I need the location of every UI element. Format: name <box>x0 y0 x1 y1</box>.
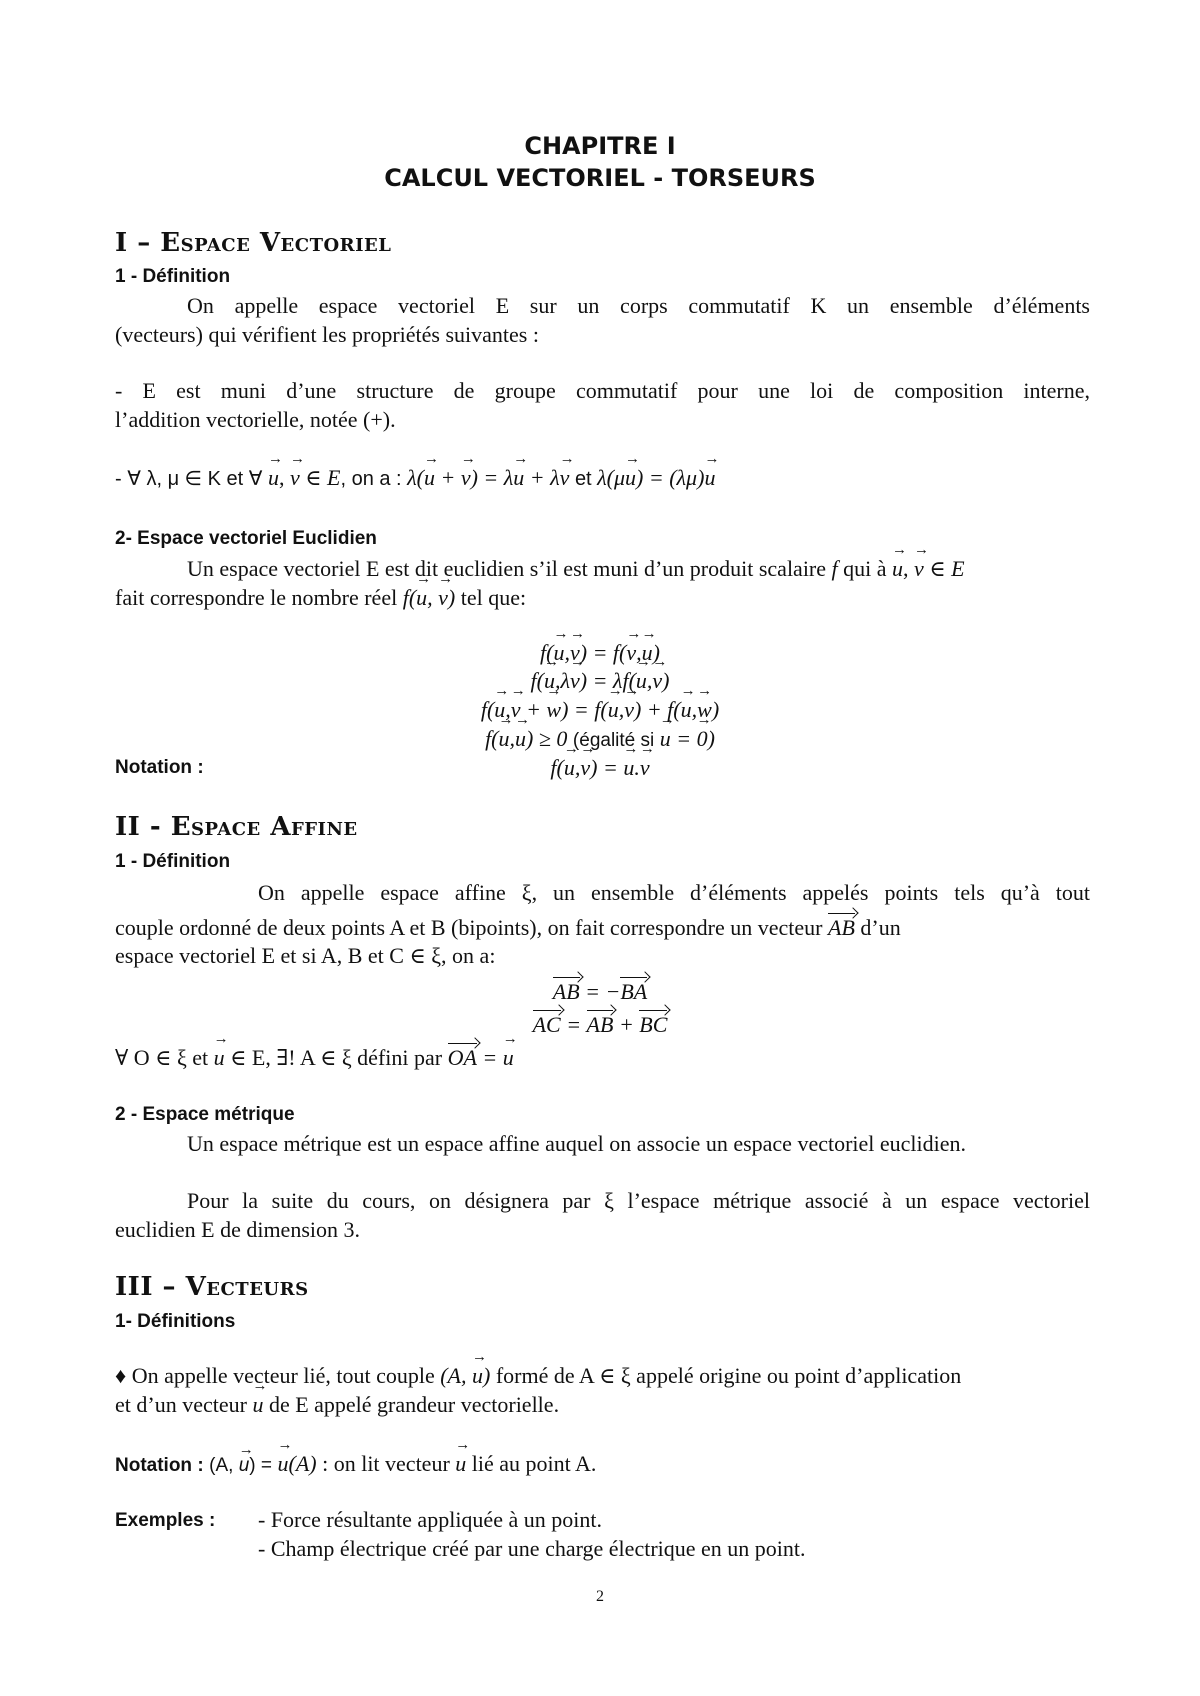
section-2-2-heading: 2 - Espace métrique <box>115 1104 295 1125</box>
s3-bullet-a: ♦ On appelle vecteur lié, tout couple <box>115 1363 435 1388</box>
s1-item2-axiom: - ∀ λ, μ ∈ K et ∀ → u, → v ∈ E, on a : λ(→ u + → v) = λ→ u + λ→ v et λ(μ→ u) = (λμ)→ u <box>115 465 715 491</box>
positivity-note: (égalité si <box>572 730 655 751</box>
section-3-heading: III – Vecteurs <box>115 1272 309 1302</box>
s2-line2: couple ordonné de deux points A et B (bipoints), on fait correspondre un vecteur AB d’un <box>115 915 901 940</box>
s2-line4: ∀ O ∈ ξ et → u ∈ E, ∃! A ∈ ξ défini par OA = → u <box>115 1043 514 1071</box>
s3-bullet-b: formé de A ∈ ξ appelé origine ou point d’application <box>495 1363 962 1388</box>
equation-positivity: f(→ u,→ u) ≥ 0 (égalité si → u = → 0) <box>0 726 1200 752</box>
s3-bullet-line2: et d’un vecteur → u de E appelé grandeur vectorielle. <box>115 1392 559 1418</box>
axiom-on-a: , on a : <box>340 468 402 490</box>
s2-line1: On appelle espace affine ξ, un ensemble d’éléments appelés points tels qu’à tout <box>258 880 1090 905</box>
s1-item1-line2: l’addition vectorielle, notée (+). <box>115 407 396 432</box>
section-3-1-heading: 1- Définitions <box>115 1311 236 1332</box>
axiom-quantifier: - ∀ λ, μ ∈ K et ∀ <box>115 468 263 490</box>
equation-chasles-1: AB = −BA <box>552 979 648 1004</box>
s3-bullet-d: de E appelé grandeur vectorielle. <box>268 1392 560 1417</box>
equation-additivity: f(→ u,→ v + → w) = f(→ u,→ v) + f(→ u,→ w) <box>0 697 1200 723</box>
s1-2-text-a: Un espace vectoriel E est dit euclidien s’il est muni d’un produit scalaire <box>187 556 827 581</box>
examples-label: Exemples : <box>115 1510 216 1531</box>
equation-homogeneity: f(→ u,λ→ v) = λf(→ u,→ v) <box>0 668 1200 694</box>
notation-label-1: Notation : <box>115 757 204 778</box>
s2-2-para2-line2: euclidien E de dimension 3. <box>115 1217 360 1242</box>
chapter-title: CALCUL VECTORIEL - TORSEURS <box>384 164 816 192</box>
section-2-1-heading: 1 - Définition <box>115 851 231 872</box>
page-number: 2 <box>596 1588 604 1605</box>
s2-line3: espace vectoriel E et si A, B et C ∈ ξ, on a: <box>115 943 496 968</box>
axiom-et: et <box>574 468 592 490</box>
s3-bullet-line1: ♦ On appelle vecteur lié, tout couple (A, → u) formé de A ∈ ξ appelé origine ou point d’application <box>115 1363 961 1389</box>
equation-symmetry: f(→ u,→ v) = f(→ v,→ u) <box>0 640 1200 666</box>
equation-chasles-2: AC = AB + BC <box>532 1012 668 1037</box>
s2-line4-a: ∀ O ∈ ξ et <box>115 1045 209 1070</box>
s3-notation-text: : on lit vecteur <box>322 1451 450 1476</box>
section-1-1-heading: 1 - Définition <box>115 266 231 287</box>
chapter-label: CHAPITRE I <box>524 132 676 160</box>
s1-2-text-d: tel que: <box>460 585 527 610</box>
s3-notation: Notation : (A, → u) = → u(A) : on lit vecteur → u lié au point A. <box>115 1451 596 1477</box>
section-1-2-heading: 2- Espace vectoriel Euclidien <box>115 528 377 549</box>
s1-para-line2: (vecteurs) qui vérifient les propriétés suivantes : <box>115 322 539 347</box>
s1-2-text-c: fait correspondre le nombre réel <box>115 585 398 610</box>
s1-item1-line1: - E est muni d’une structure de groupe commutatif pour une loi de composition interne, <box>115 378 1090 403</box>
s1-2-para-line2: fait correspondre le nombre réel f(→ u, → v) tel que: <box>115 585 526 611</box>
s2-line4-b: ∈ E, ∃! A ∈ ξ défini par <box>230 1045 443 1070</box>
notation-label-2: Notation : <box>115 1455 204 1476</box>
example-2: - Champ électrique créé par une charge électrique en un point. <box>258 1536 806 1561</box>
s1-para-line1: On appelle espace vectoriel E sur un corps commutatif K un ensemble d’éléments <box>187 293 1090 318</box>
equation-notation: f(→ u,→ v) = → u.→ v <box>0 755 1200 781</box>
s2-2-para1: Un espace métrique est un espace affine auquel on associe un espace vectoriel euclidien. <box>187 1131 967 1156</box>
s1-2-text-b: qui à <box>843 556 887 581</box>
section-2-heading: II - Espace Affine <box>115 812 358 842</box>
s3-bullet-c: et d’un vecteur <box>115 1392 247 1417</box>
section-1-heading: I – Espace Vectoriel <box>115 228 392 258</box>
s3-notation-text2: lié au point A. <box>471 1451 597 1476</box>
s2-2-para2-line1: Pour la suite du cours, on désignera par ξ l’espace métrique associé à un espace vectoriel <box>187 1188 1090 1213</box>
s1-2-para-line1: Un espace vectoriel E est dit euclidien s’il est muni d’un produit scalaire f qui à → u, → v ∈ E <box>187 556 965 582</box>
s2-line2-b: d’un <box>860 915 901 940</box>
s2-line2-a: couple ordonné de deux points A et B (bipoints), on fait correspondre un vecteur <box>115 915 823 940</box>
example-1: - Force résultante appliquée à un point. <box>258 1507 602 1532</box>
